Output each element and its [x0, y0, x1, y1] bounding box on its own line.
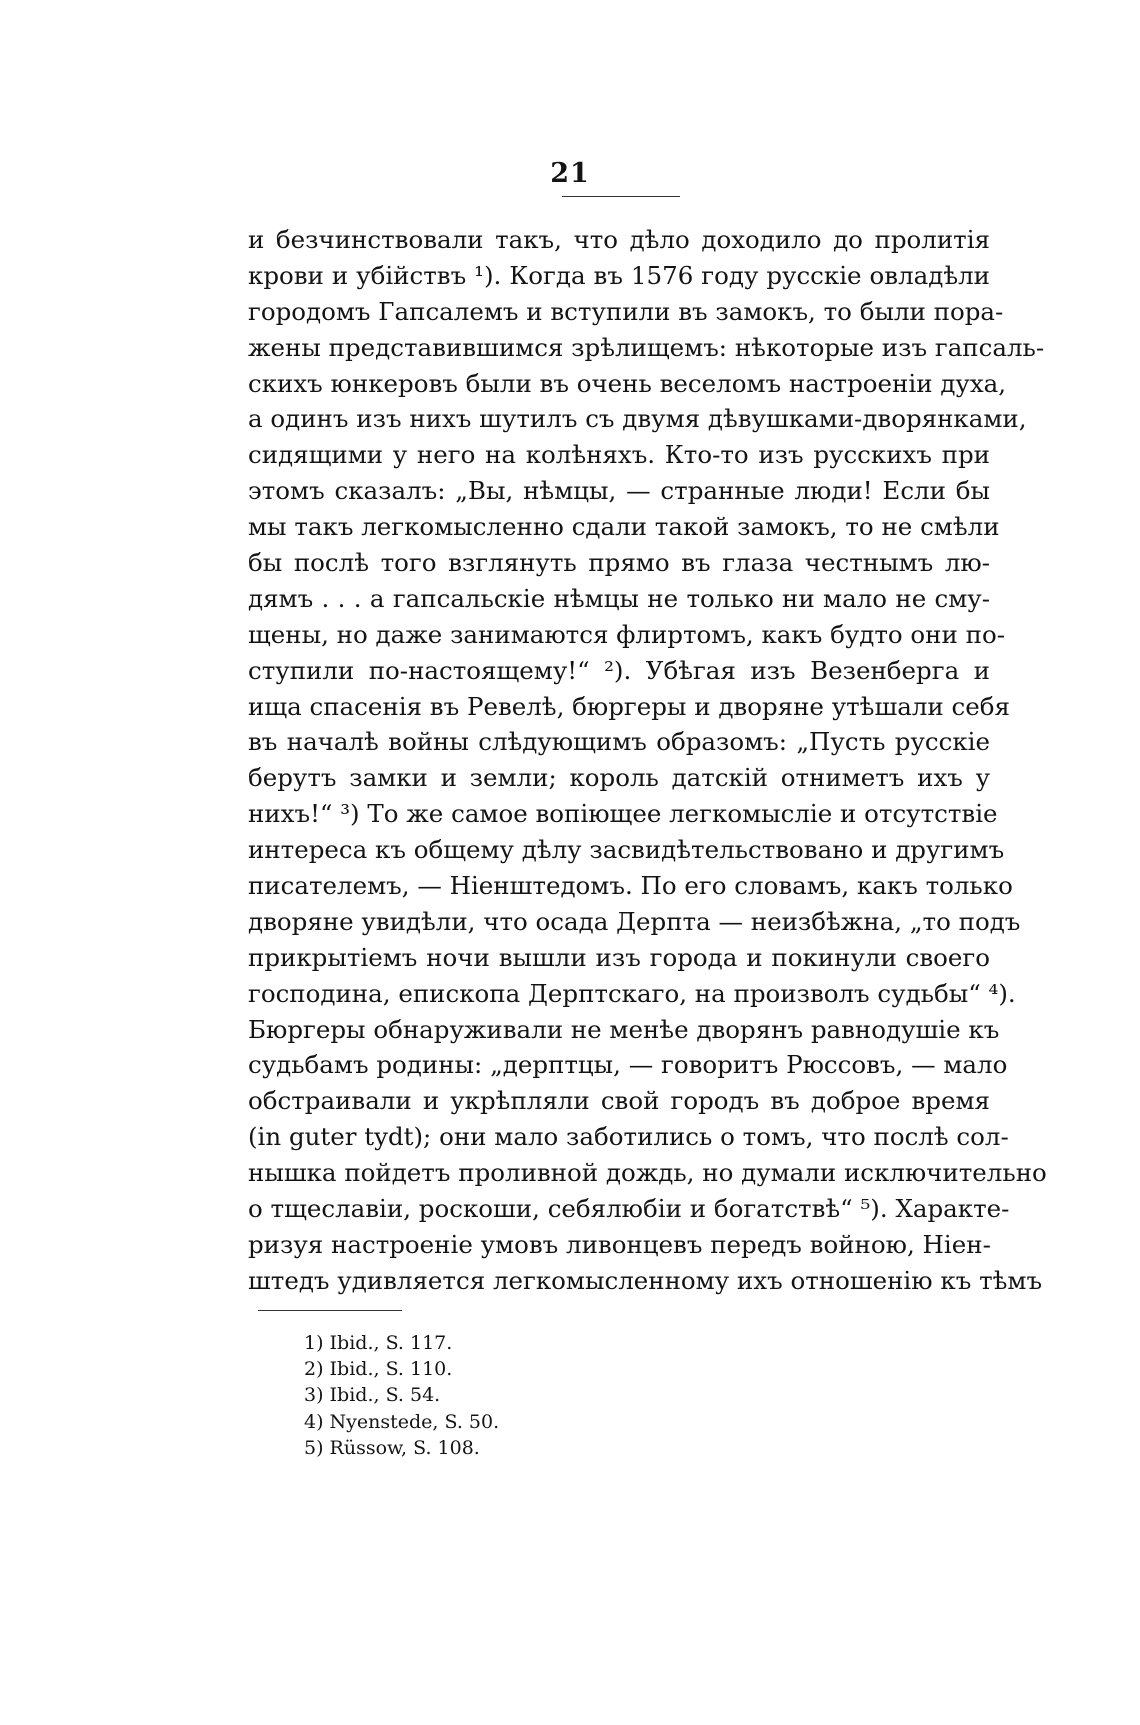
text-line: обстраивали и укрѣпляли свой городъ въ доброе время: [248, 1086, 990, 1116]
text-line: ступили по-настоящему!“ ²). Убѣгая изъ Везенберга и: [248, 655, 990, 685]
page-number: 21: [550, 158, 590, 189]
text-line: въ началѣ войны слѣдующимъ образомъ: „Пусть русскіе: [248, 727, 990, 757]
footnote: 1) Ibid., S. 117.: [304, 1332, 453, 1354]
footnotes: [304, 1330, 499, 1461]
text-line: нышка пойдетъ проливной дождь, но думали исключительно: [248, 1158, 1047, 1188]
text-line: штедъ удивляется легкомысленному ихъ отношенію къ тѣмъ: [248, 1265, 1043, 1295]
text-line: скихъ юнкеровъ были въ очень веселомъ настроеніи духа,: [248, 368, 1007, 398]
text-line: мы такъ легкомысленно сдали такой замокъ, то не смѣли: [248, 512, 1000, 542]
text-line: этомъ сказалъ: „Вы, нѣмцы, — странные люди! Если бы: [248, 476, 990, 506]
text-line: и безчинствовали такъ, что дѣло доходило до пролитія: [248, 225, 990, 254]
text-line: крови и убійствъ ¹). Когда въ 1576 году русскіе овладѣли: [248, 260, 990, 290]
footnote: 4) Nyenstede, S. 50.: [304, 1410, 500, 1433]
text-line: ища спасенія въ Ревелѣ, бюргеры и дворяне утѣшали себя: [248, 691, 1010, 721]
text-line: Бюргеры обнаруживали не менѣе дворянъ равнодушіе къ: [248, 1014, 1000, 1044]
text-line: бы послѣ того взглянуть прямо въ глаза честнымъ лю-: [248, 548, 990, 578]
text-line: дворяне увидѣли, что осада Дерпта — неизбѣжна, „то подъ: [248, 906, 1021, 936]
footnote-rule: [258, 1310, 402, 1311]
text-line: сидящими у него на колѣняхъ. Кто-то изъ русскихъ при: [248, 440, 990, 470]
text-line: интереса къ общему дѣлу засвидѣтельствовано и другимъ: [248, 835, 1005, 865]
text-line: писателемъ, — Ніенштедомъ. По его словамъ, какъ только: [248, 871, 1013, 901]
text-line: о тщеславіи, роскоши, себялюбіи и богатствѣ“ ⁵). Характе-: [248, 1194, 1010, 1224]
text-line: берутъ замки и земли; король датскій отниметъ ихъ у: [248, 763, 990, 793]
text-line: дямъ . . . а гапсальскіе нѣмцы не только ни мало не сму-: [248, 583, 990, 613]
text-line: прикрытіемъ ночи вышли изъ города и покинули своего: [248, 942, 990, 972]
text-line: нихъ!“ ³) То же самое вопіющее легкомысліе и отсутствіе: [248, 799, 998, 829]
text-line: судьбамъ родины: „дерптцы, — говоритъ Рюссовъ, — мало: [248, 1050, 1008, 1080]
footnote: 2) Ibid., S. 110.: [304, 1358, 453, 1381]
text-line: ризуя настроеніе умовъ ливонцевъ передъ войною, Ніен-: [248, 1229, 991, 1259]
header-rule: [562, 196, 680, 197]
footnote: 5) Rüssow, S. 108.: [304, 1436, 480, 1459]
text-line: жены представившимся зрѣлищемъ: нѣкоторые изъ гапсаль-: [248, 332, 1045, 362]
body-text: [248, 222, 1047, 1299]
text-line: а одинъ изъ нихъ шутилъ съ двумя дѣвушками-дворянками,: [248, 404, 1027, 434]
text-line: господина, епископа Дерптскаго, на произволъ судьбы“ ⁴).: [248, 978, 1016, 1008]
text-line: щены, но даже занимаются флиртомъ, какъ будто они по-: [248, 619, 1005, 649]
text-line: городомъ Гапсалемъ и вступили въ замокъ, то были пора-: [248, 296, 1004, 326]
footnote: 3) Ibid., S. 54.: [304, 1384, 441, 1407]
text-line: (in guter tydt); они мало заботились о томъ, что послѣ сол-: [248, 1122, 1009, 1152]
